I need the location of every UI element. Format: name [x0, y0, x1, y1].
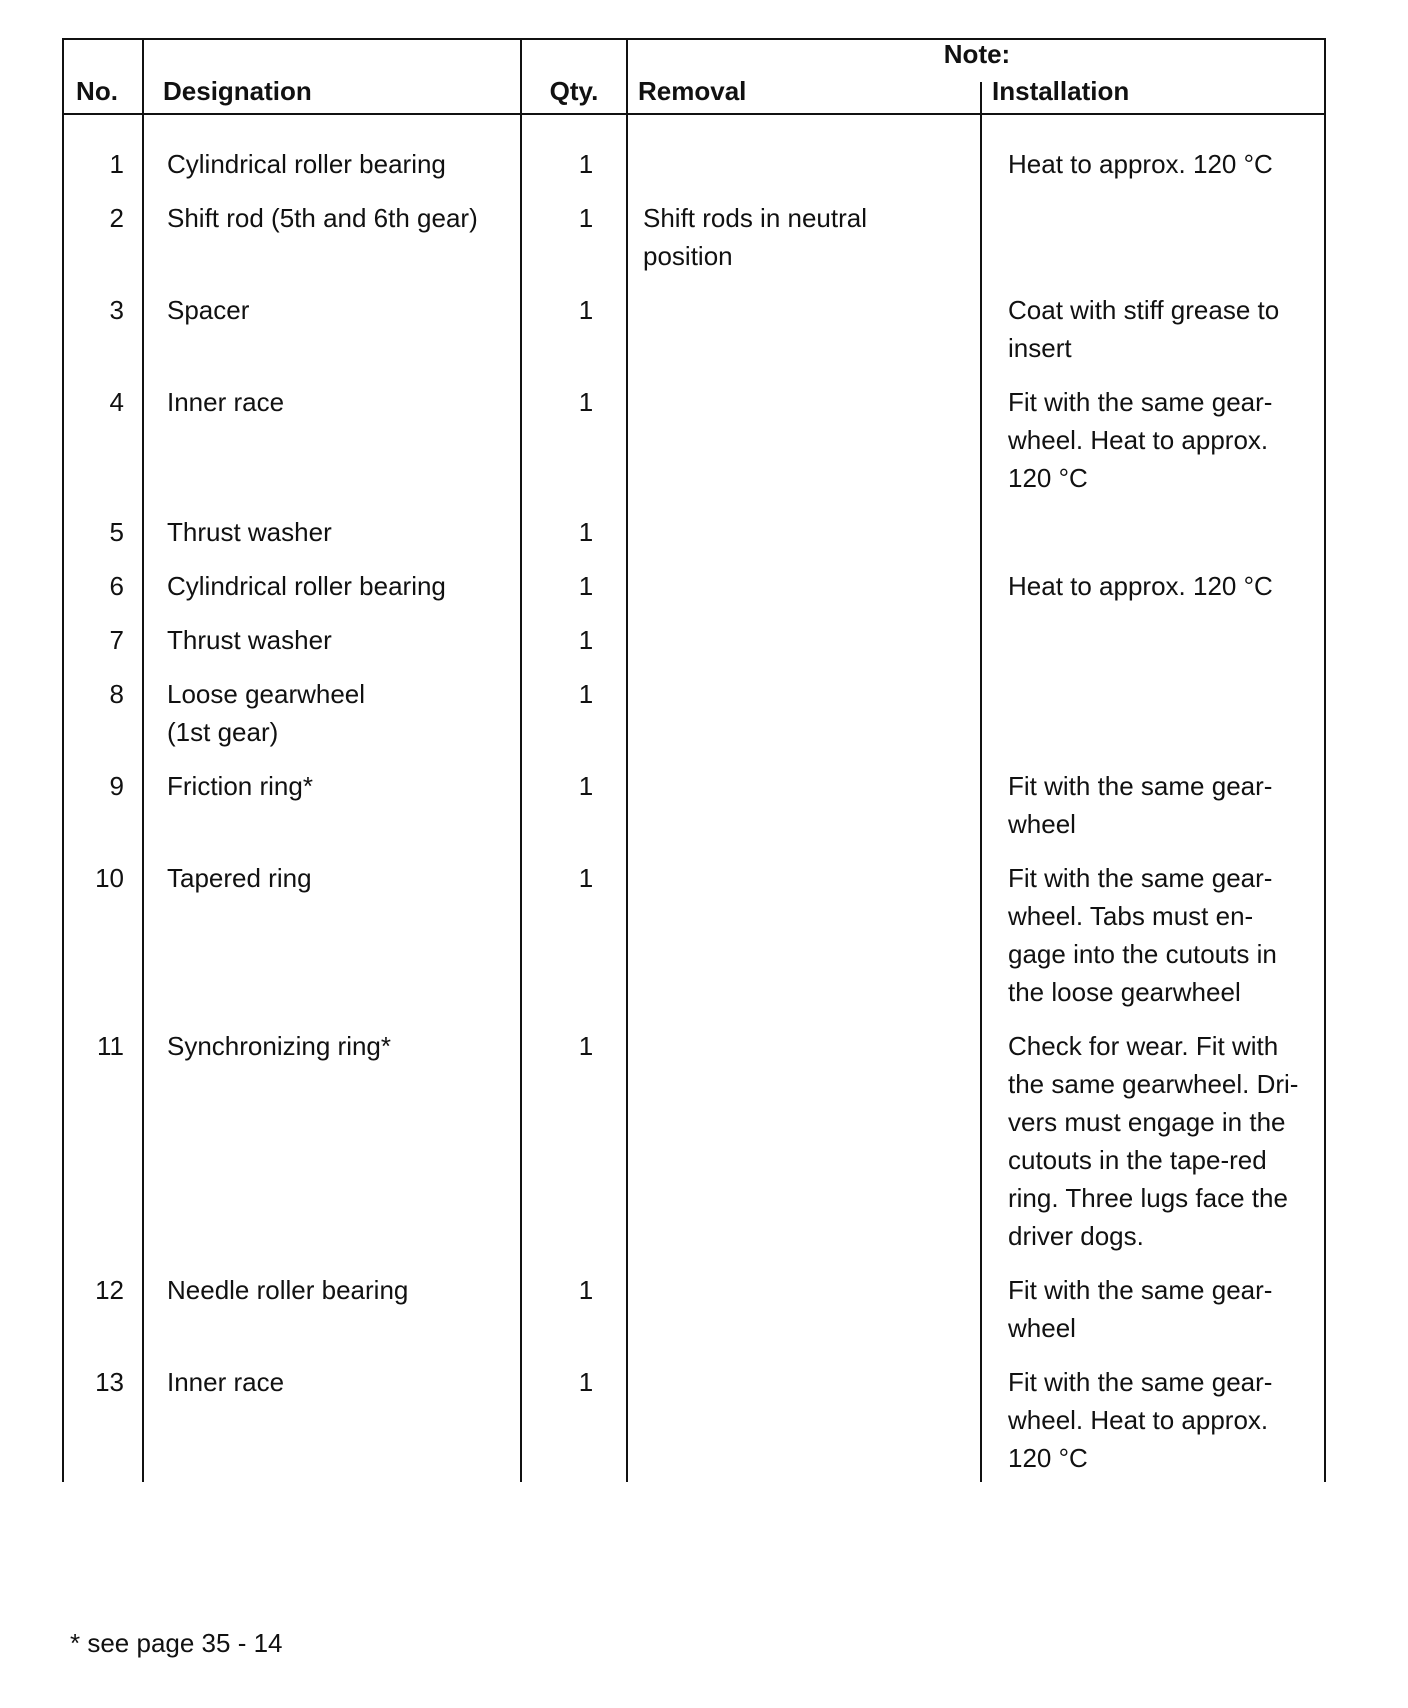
- cell-qty: 1: [578, 625, 594, 655]
- cell-installation: [1008, 859, 1330, 1011]
- cell-qty: 1: [578, 1367, 594, 1397]
- cell-designation: [167, 675, 517, 751]
- table-row: [0, 513, 1408, 567]
- cell-installation: [1008, 1027, 1330, 1255]
- header-no: No.: [76, 76, 118, 106]
- table-row: [0, 567, 1408, 621]
- cell-no: 3: [109, 295, 124, 325]
- cell-designation-line: Thrust washer: [167, 517, 332, 547]
- cell-installation-line: ring. Three lugs face the: [1008, 1183, 1288, 1213]
- cell-qty: 1: [578, 387, 594, 417]
- cell-installation-line: Coat with stiff grease to: [1008, 295, 1280, 325]
- footnote: * see page 35 - 14: [70, 1628, 283, 1658]
- cell-installation-line: Fit with the same gear-: [1008, 1275, 1273, 1305]
- cell-designation-line: Spacer: [167, 295, 250, 325]
- table-row: [0, 675, 1408, 767]
- table-row: [0, 199, 1408, 291]
- cell-qty: 1: [578, 1275, 594, 1305]
- cell-no: 9: [109, 771, 124, 801]
- header-designation: Designation: [163, 76, 312, 106]
- cell-installation-line: gage into the cutouts in: [1008, 939, 1277, 969]
- cell-designation: [167, 1027, 517, 1065]
- cell-designation-line: Cylindrical roller bearing: [167, 571, 446, 601]
- cell-designation: [167, 291, 517, 329]
- cell-qty: 1: [578, 571, 594, 601]
- table-body: [0, 145, 1408, 1493]
- table-row: [0, 383, 1408, 513]
- header-rule: [62, 113, 1326, 115]
- cell-removal-line: Shift rods in neutral: [643, 203, 868, 233]
- cell-no: 7: [109, 625, 124, 655]
- table-row: [0, 1363, 1408, 1493]
- note-header: Note:: [943, 39, 1011, 69]
- cell-installation-line: cutouts in the tape-red: [1008, 1145, 1267, 1175]
- table-row: [0, 1271, 1408, 1363]
- cell-designation-line: Friction ring*: [167, 771, 313, 801]
- cell-installation: [1008, 567, 1330, 605]
- cell-designation: [167, 859, 517, 897]
- cell-no: 2: [109, 203, 124, 233]
- cell-designation: [167, 513, 517, 551]
- table-row: [0, 767, 1408, 859]
- cell-qty: 1: [578, 149, 594, 179]
- table-row: [0, 145, 1408, 199]
- cell-installation-line: Fit with the same gear-: [1008, 771, 1273, 801]
- cell-installation-line: Heat to approx. 120 °C: [1008, 149, 1273, 179]
- cell-installation-line: the loose gearwheel: [1008, 977, 1241, 1007]
- cell-qty: 1: [578, 517, 594, 547]
- cell-designation: [167, 1271, 517, 1309]
- cell-qty: 1: [578, 295, 594, 325]
- cell-installation: [1008, 383, 1330, 497]
- cell-designation-line: Inner race: [167, 1367, 285, 1397]
- cell-installation-line: the same gearwheel. Dri-: [1008, 1069, 1299, 1099]
- cell-designation: [167, 145, 517, 183]
- cell-designation-line: Cylindrical roller bearing: [167, 149, 446, 179]
- cell-removal-line: position: [643, 241, 733, 271]
- cell-no: 12: [95, 1275, 124, 1305]
- cell-designation-line: Tapered ring: [167, 863, 312, 893]
- cell-installation-line: Check for wear. Fit with: [1008, 1031, 1279, 1061]
- cell-designation: [167, 1363, 517, 1401]
- cell-installation: [1008, 291, 1330, 367]
- header-installation: Installation: [992, 76, 1130, 106]
- cell-no: 5: [109, 517, 124, 547]
- cell-qty: 1: [578, 1031, 594, 1061]
- header-qty: Qty.: [549, 76, 599, 106]
- table-row: [0, 1027, 1408, 1271]
- table-row: [0, 859, 1408, 1027]
- cell-no: 10: [95, 863, 124, 893]
- cell-installation-line: Fit with the same gear-: [1008, 387, 1273, 417]
- table-row: [0, 291, 1408, 383]
- cell-installation-line: wheel. Tabs must en-: [1008, 901, 1254, 931]
- cell-installation-line: Fit with the same gear-: [1008, 1367, 1273, 1397]
- cell-designation: [167, 767, 517, 805]
- cell-qty: 1: [578, 679, 594, 709]
- cell-installation-line: driver dogs.: [1008, 1221, 1144, 1251]
- cell-qty: 1: [578, 203, 594, 233]
- cell-no: 13: [95, 1367, 124, 1397]
- cell-qty: 1: [578, 863, 594, 893]
- cell-installation-line: 120 °C: [1008, 1443, 1088, 1473]
- cell-installation: [1008, 1271, 1330, 1347]
- cell-installation-line: Heat to approx. 120 °C: [1008, 571, 1273, 601]
- cell-designation-line: Thrust washer: [167, 625, 332, 655]
- cell-installation-line: wheel. Heat to approx.: [1008, 1405, 1269, 1435]
- cell-no: 1: [109, 149, 124, 179]
- cell-designation-line: Shift rod (5th and 6th gear): [167, 203, 478, 233]
- cell-no: 4: [109, 387, 124, 417]
- cell-designation: [167, 567, 517, 605]
- cell-no: 11: [97, 1031, 124, 1061]
- cell-designation-line: Needle roller bearing: [167, 1275, 409, 1305]
- cell-installation-line: insert: [1008, 333, 1072, 363]
- cell-installation-line: 120 °C: [1008, 463, 1088, 493]
- cell-installation-line: wheel: [1008, 809, 1076, 839]
- cell-installation: [1008, 767, 1330, 843]
- cell-no: 8: [109, 679, 124, 709]
- cell-removal: [643, 199, 973, 275]
- cell-designation-line: Synchronizing ring*: [167, 1031, 392, 1061]
- table-row: [0, 621, 1408, 675]
- cell-designation: [167, 621, 517, 659]
- cell-qty: 1: [578, 771, 594, 801]
- header-removal: Removal: [638, 76, 747, 106]
- note-divider: [980, 82, 982, 114]
- cell-installation-line: wheel: [1008, 1313, 1076, 1343]
- cell-designation: [167, 383, 517, 421]
- cell-no: 6: [109, 571, 124, 601]
- cell-designation: [167, 199, 517, 237]
- cell-installation-line: Fit with the same gear-: [1008, 863, 1273, 893]
- cell-designation-line: Inner race: [167, 387, 285, 417]
- cell-installation: [1008, 145, 1330, 183]
- cell-installation: [1008, 1363, 1330, 1477]
- cell-designation-line: (1st gear): [167, 717, 279, 747]
- cell-installation-line: wheel. Heat to approx.: [1008, 425, 1269, 455]
- cell-installation-line: vers must engage in the: [1008, 1107, 1286, 1137]
- cell-designation-line: Loose gearwheel: [167, 679, 366, 709]
